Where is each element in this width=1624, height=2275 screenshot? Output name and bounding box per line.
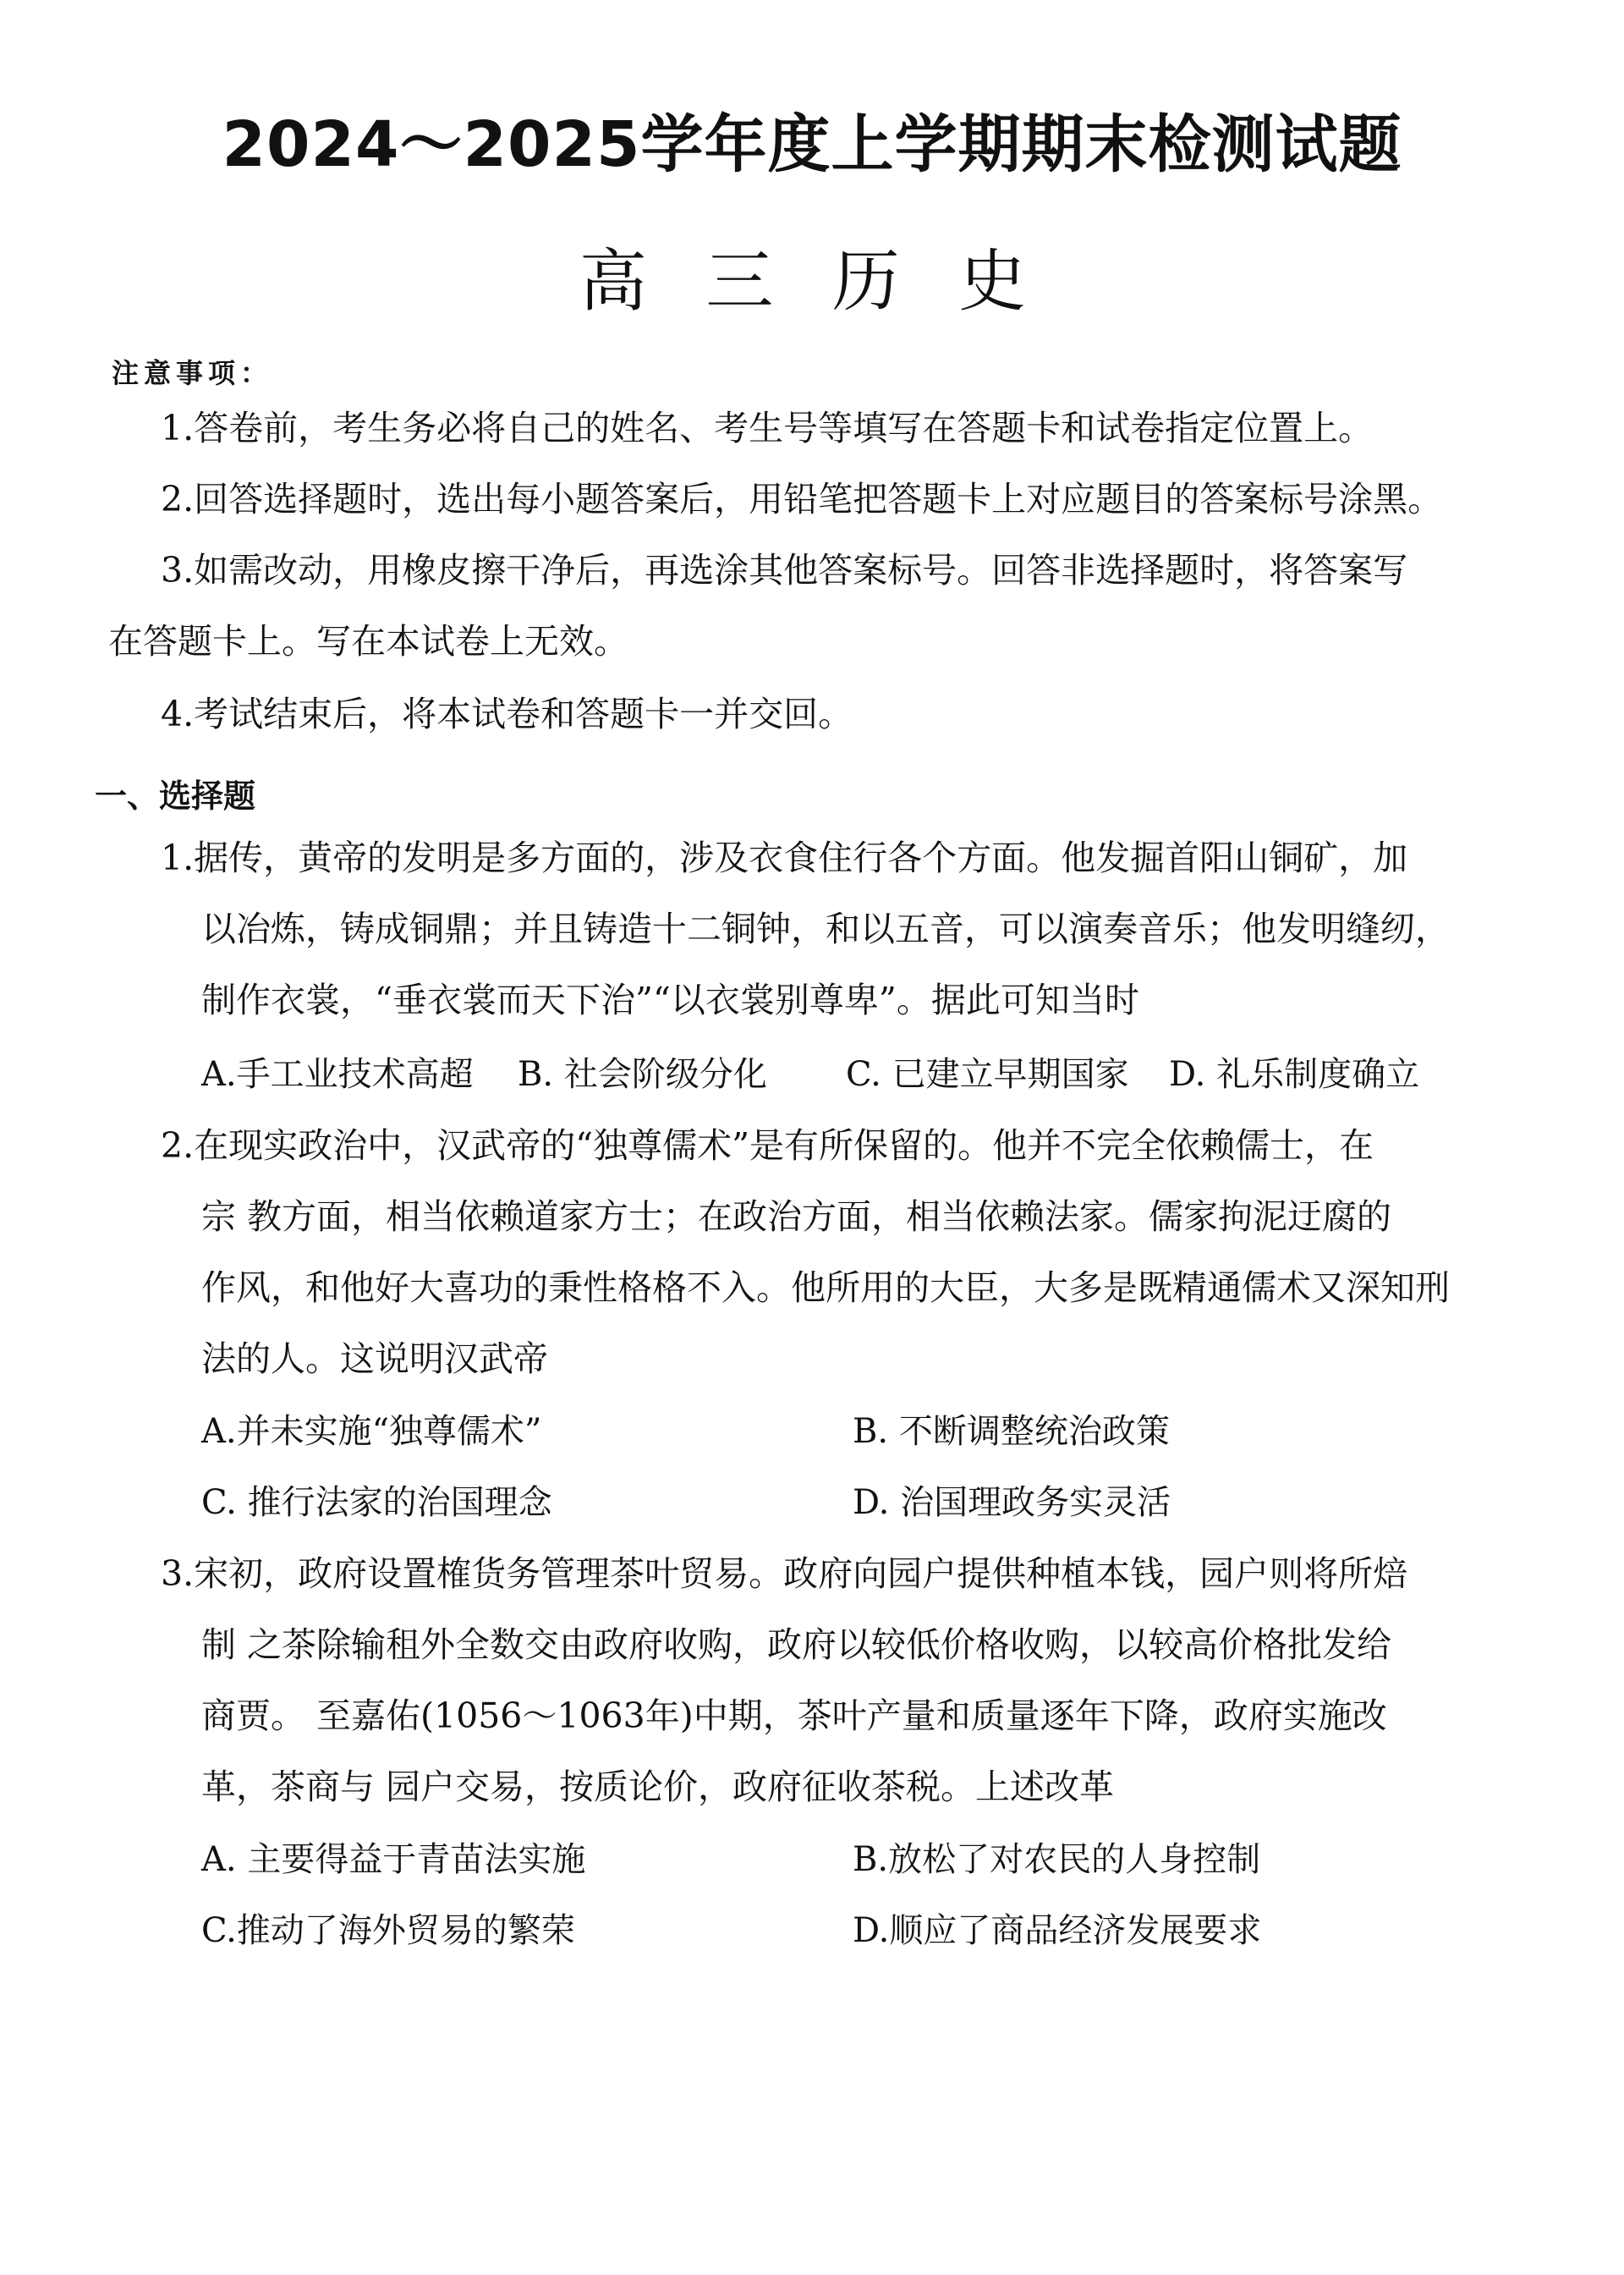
question-line: 以冶炼，铸成铜鼎；并且铸造十二铜钟，和以五音，可以演奏音乐；他发明缝纫，	[201, 909, 1450, 949]
notes-line: 1.答卷前，考生务必将自己的姓名、考生号等填写在答题卡和试卷指定位置上。	[161, 408, 1374, 448]
option-a: A.并未实施“独尊儒术”	[201, 1412, 542, 1451]
question-line: 2.在现实政治中，汉武帝的“独尊儒术”是有所保留的。他并不完全依赖儒士，在	[161, 1125, 1374, 1166]
question-line: 宗 教方面，相当依赖道家方士；在政治方面，相当依赖法家。儒家拘泥迂腐的	[201, 1196, 1392, 1237]
notes-line: 3.如需改动，用橡皮擦干净后，再选涂其他答案标号。回答非选择题时，将答案写	[161, 550, 1408, 591]
question-line: 制作衣裳，“垂衣裳而天下治”“以衣裳别尊卑”。据此可知当时	[201, 980, 1139, 1020]
exam-subject: 高 三 历 史	[579, 242, 1045, 321]
exam-title: 2024～2025学年度上学期期末检测试题	[222, 108, 1402, 181]
option-a: A. 主要得益于青苗法实施	[201, 1840, 586, 1879]
option-c: C. 推行法家的治国理念	[201, 1483, 552, 1522]
option-b: B. 社会阶级分化	[518, 1055, 767, 1094]
option-d: D. 礼乐制度确立	[1169, 1055, 1420, 1094]
question-line: 1.据传，黄帝的发明是多方面的，涉及衣食住行各个方面。他发掘首阳山铜矿，加	[161, 838, 1408, 878]
question-line: 法的人。这说明汉武帝	[201, 1338, 548, 1379]
notes-line: 4.考试结束后，将本试卷和答题卡一并交回。	[161, 694, 853, 734]
question-line: 制 之茶除输租外全数交由政府收购，政府以较低价格收购，以较高价格批发给	[201, 1624, 1392, 1665]
notes-line: 2.回答选择题时，选出每小题答案后，用铅笔把答题卡上对应题目的答案标号涂黑。	[161, 479, 1443, 519]
option-b: B.放松了对农民的人身控制	[853, 1840, 1261, 1879]
question-line: 革，茶商与 园户交易，按质论价，政府征收茶税。上述改革	[201, 1767, 1115, 1807]
option-a: A.手工业技术高超	[201, 1055, 474, 1094]
option-b: B. 不断调整统治政策	[853, 1412, 1170, 1451]
option-c: C.推动了海外贸易的繁荣	[201, 1911, 575, 1950]
question-line: 3.宋初，政府设置榷货务管理茶叶贸易。政府向园户提供种植本钱，园户则将所焙	[161, 1553, 1408, 1594]
notes-line: 在答题卡上。写在本试卷上无效。	[108, 621, 628, 662]
section-title: 一、选择题	[95, 778, 256, 815]
notes-heading: 注意事项：	[112, 357, 273, 389]
option-d: D. 治国理政务实灵活	[853, 1483, 1171, 1522]
option-c: C. 已建立早期国家	[846, 1055, 1129, 1094]
question-line: 作风，和他好大喜功的秉性格格不入。他所用的大臣，大多是既精通儒术又深知刑	[201, 1267, 1450, 1308]
question-line: 商贾。 至嘉佑(1056～1063年)中期，茶叶产量和质量逐年下降，政府实施改	[201, 1695, 1387, 1736]
option-d: D.顺应了商品经济发展要求	[853, 1911, 1262, 1950]
